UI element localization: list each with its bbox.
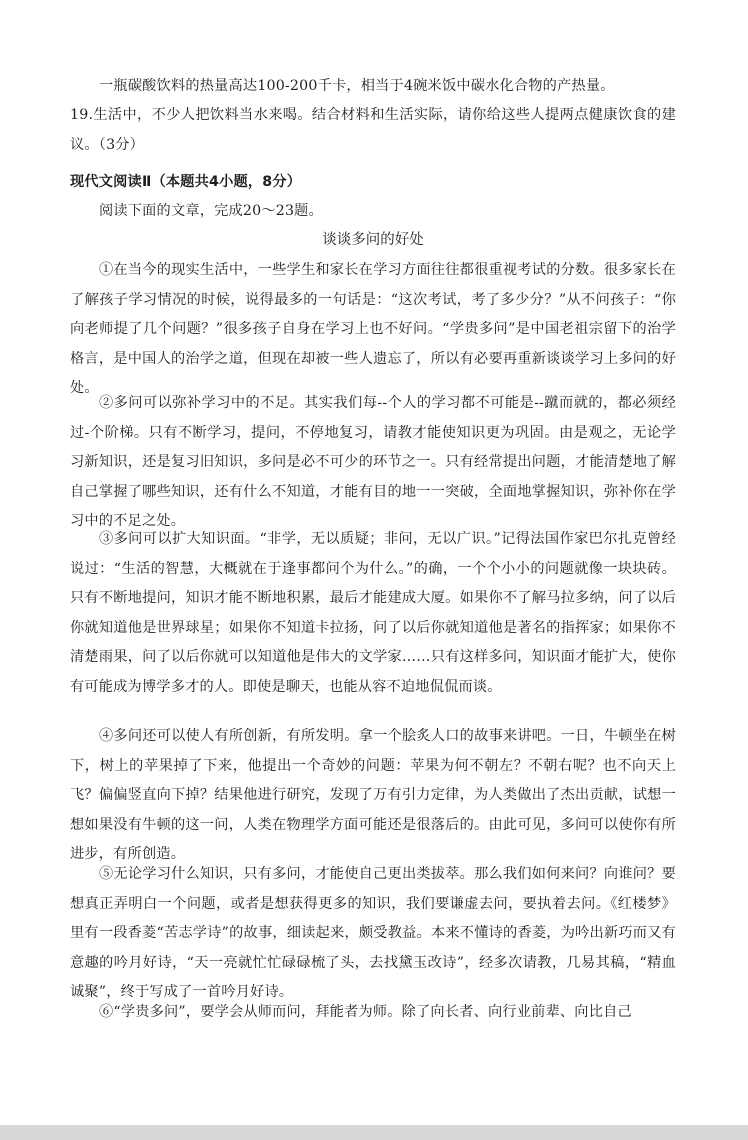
paragraph-6: ⑥“学贵多问”，要学会从师而问，拜能者为师。除了向长者、向行业前辈、向比自己 (99, 1004, 632, 1020)
paragraph-2: ②多问可以弥补学习中的不足。其实我们每--个人的学习都不可能是--蹴而就的，都必须经过-个阶梯。只有不断学习，提问，不停地复习，请教才能使知识更为巩固。由是观之，无论学习新知识，还是复习旧知识，多问是必不可少的环节之一。只有经常提出问题，才能清楚地了解自己掌握了哪些知识，还有什么不知道，才能有目的地一一突破，全面地掌握知识，弥补你在学习中的不足之处。 (70, 395, 676, 529)
paragraph-3: ③多问可以扩大知识面。“非学，无以质疑；非问，无以广识。”记得法国作家巴尔扎克曾经说过：“生活的智慧，大概就在于逢事都问个为什么。”的确，一个个小小的问题就像一块块砖。只有不断地提问，知识才能不断地积累，最后才能建成大厦。如果你不了解马拉多纳，问了以后你就知道他是世界球星；如果你不知道卡拉扬，问了以后你就知道他是著名的指挥家；如果你不清楚雨果，问了以后你就可以知道他是伟大的文学家……只有这样多问，知识面才能扩大，使你有可能成为博学多才的人。即使是聊天，也能从容不迫地侃侃而谈。 (70, 531, 676, 695)
paragraph-1: ①在当今的现实生活中，一些学生和家长在学习方面往往都很重视考试的分数。很多家长在了解孩子学习情况的时候，说得最多的一句话是：“这次考试，考了多少分？”从不问孩子：“你向老师提了几个问题？”很多孩子自身在学习上也不好问。“学贵多问”是中国老祖宗留下的治学格言，是中国人的治学之道，但现在却被一些人遗忘了，所以有必要再重新谈谈学习上多问的好处。 (70, 262, 676, 396)
section-heading: 现代文阅读Ⅱ（本题共4小题，8分） (70, 174, 302, 190)
question-19: 19.生活中，不少人把饮料当水来喝。结合材料和生活实际，请你给这些人提两点健康饮食的建议。（3分） (70, 107, 676, 153)
paragraph-5: ⑤无论学习什么知识，只有多问，才能使自己更出类拔萃。那么我们如何来问？向谁问？要想真正弄明白一个问题，或者是想获得更多的知识，我们要谦虚去问，要执着去问。《红楼梦》里有一段香菱“苦志学诗”的故事，细读起来，颇受教益。本来不懂诗的香菱，为吟出新巧而又有意趣的吟月好诗，“天一亮就忙忙碌碌梳了头，去找黛玉改诗”，经多次请教，几易其稿，“精血诚聚”，终于写成了一首吟月好诗。 (70, 866, 676, 1000)
paragraph-4: ④多问还可以使人有所创新，有所发明。拿一个脍炙人口的故事来讲吧。一日，牛顿坐在树下，树上的苹果掉了下来，他提出一个奇妙的问题：苹果为何不朝左？不朝右呢？也不向天上飞？偏偏竖直向下掉？结果他进行研究，发现了万有引力定律，为人类做出了杰出贡献，试想一想如果没有牛顿的这一问，人类在物理学方面可能还是很落后的。由此可见，多问可以使你有所进步，有所创造。 (70, 728, 676, 862)
instruction-text: 阅读下面的文章，完成20～23题。 (99, 203, 323, 219)
bottom-scroll-edge (0, 1125, 748, 1140)
article-title: 谈谈多问的好处 (322, 232, 424, 248)
carryover-text: 一瓶碳酸饮料的热量高达100-200千卡，相当于4碗米饭中碳水化合物的产热量。 (99, 78, 615, 94)
